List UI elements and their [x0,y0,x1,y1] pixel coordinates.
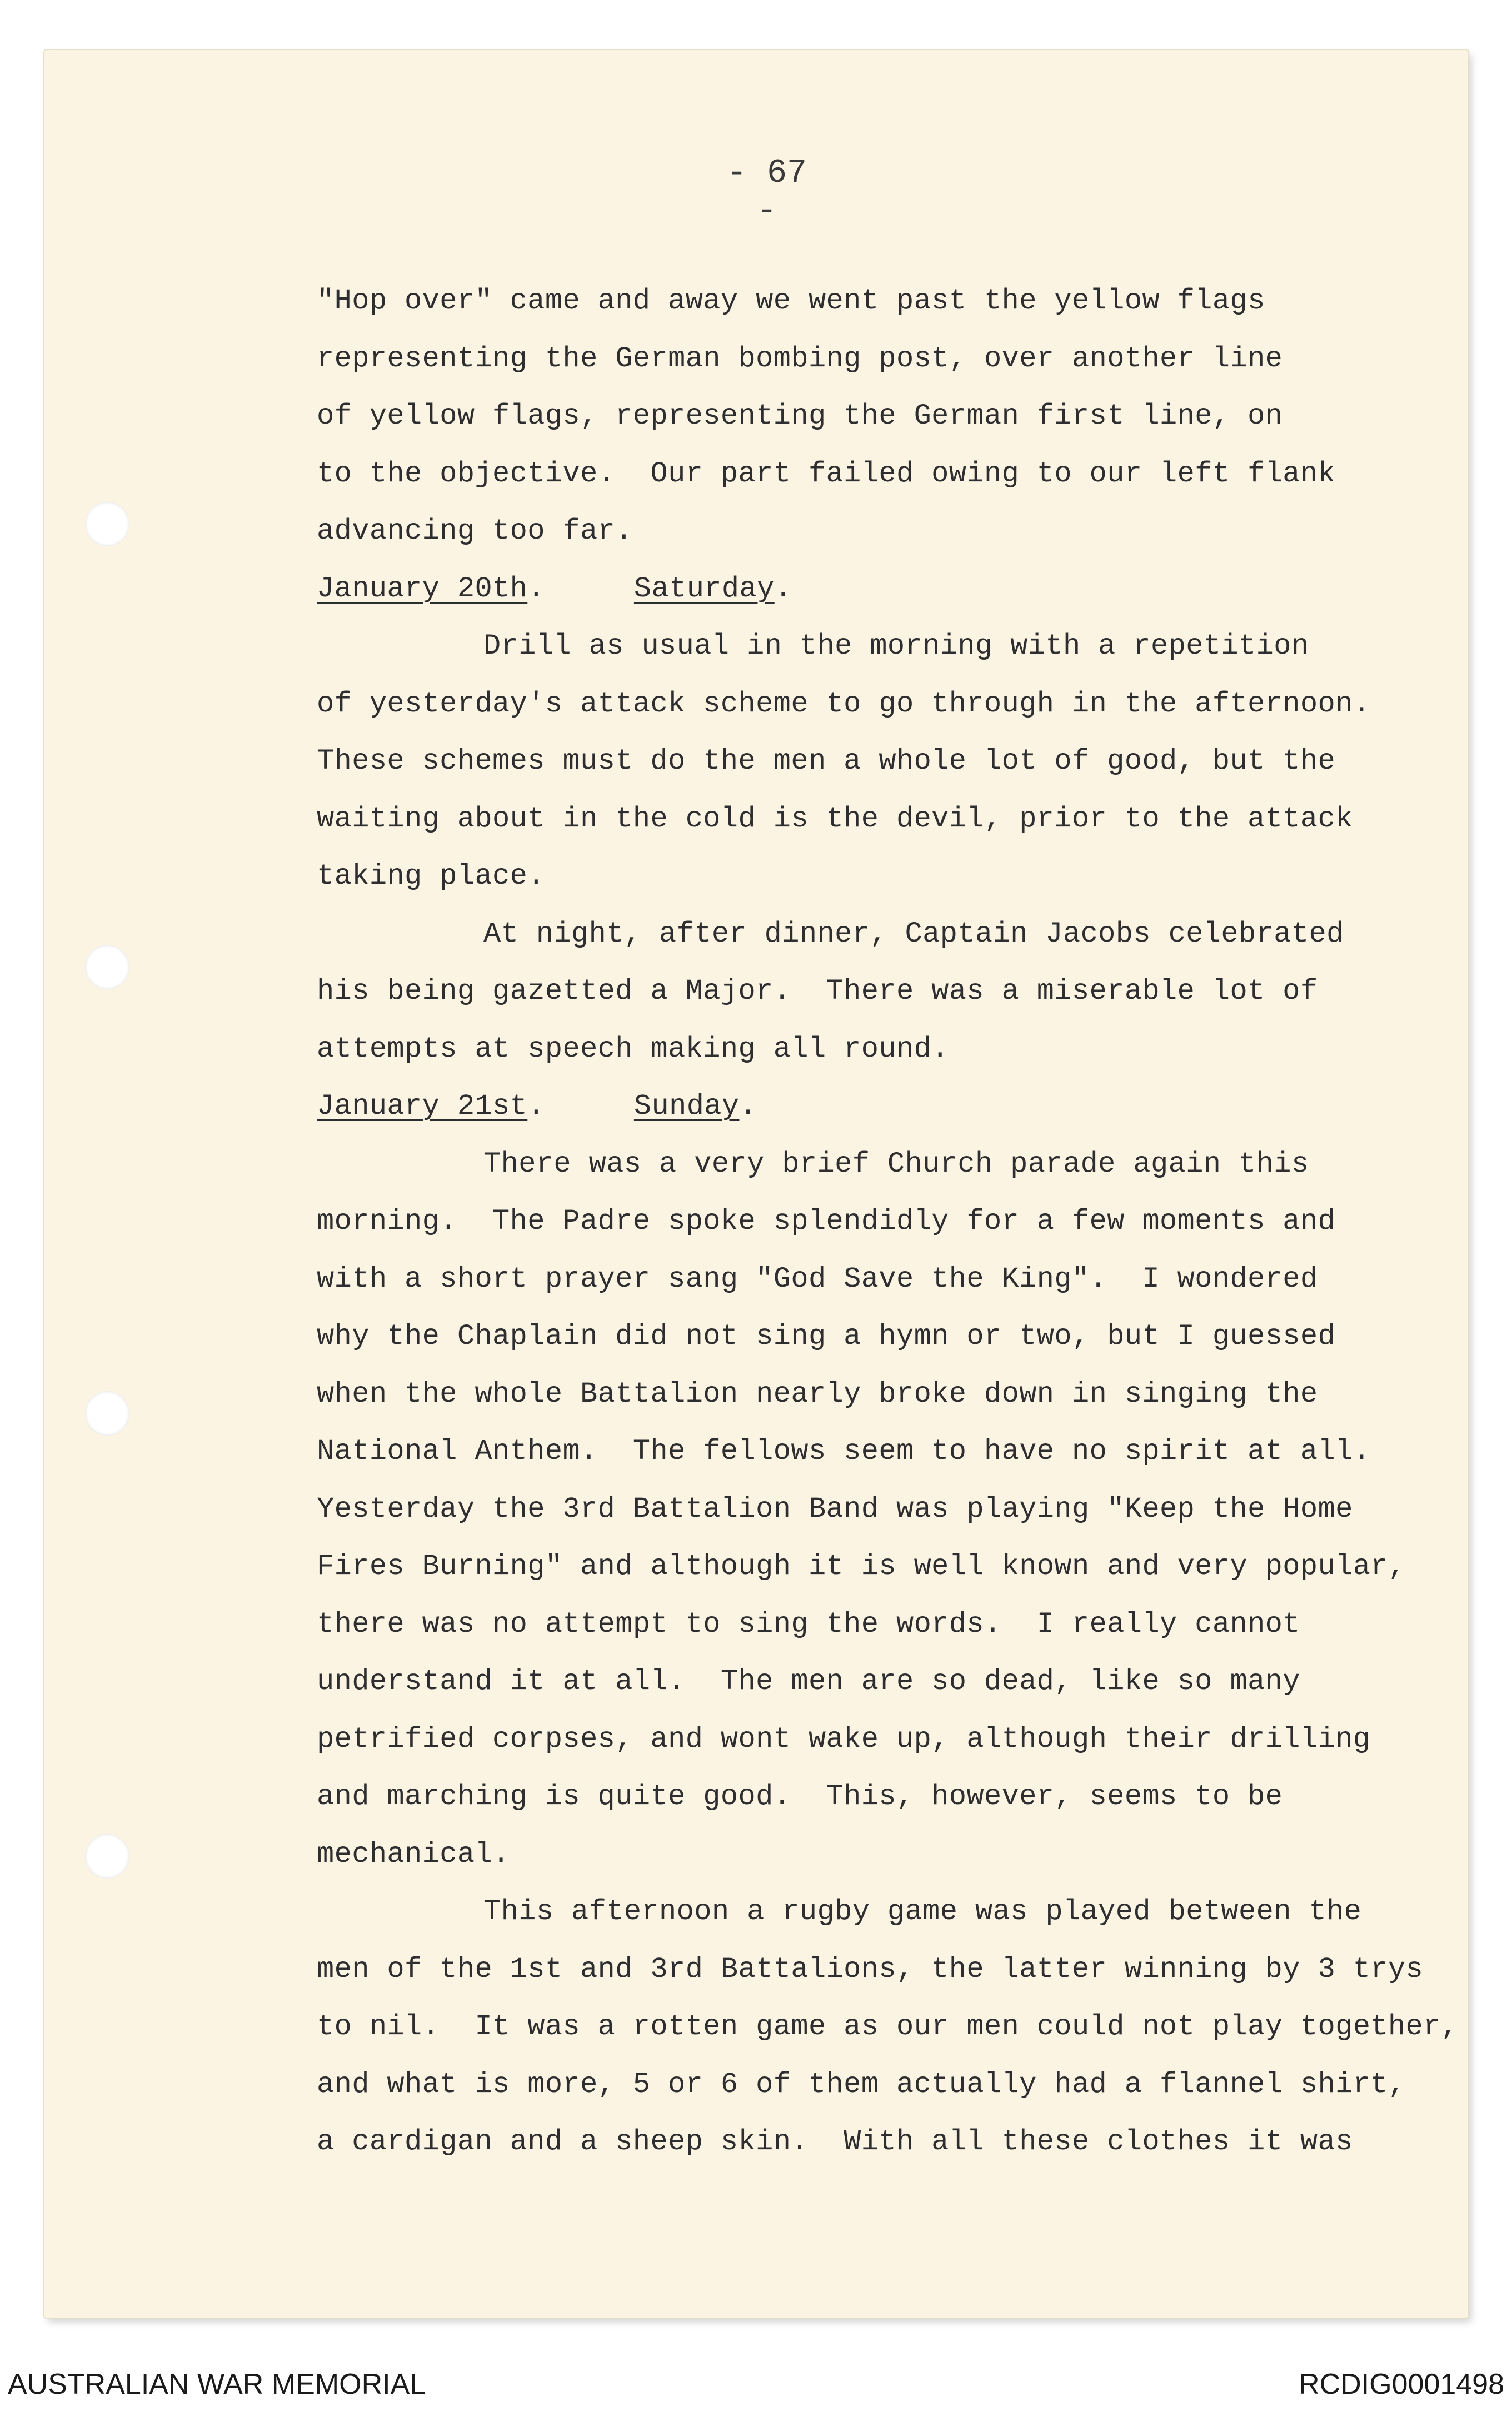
text-line: and what is more, 5 or 6 of them actually had a flannel shirt, [317,2068,1406,2101]
punch-hole [85,1834,129,1879]
date-heading: January 20th. Saturday. [317,572,792,605]
text-line: his being gazetted a Major. There was a miserable lot of [317,975,1318,1008]
text-line: "Hop over" came and away we went past the yellow flags [317,285,1265,317]
heading-date: January 20th [317,572,528,605]
text-line: Yesterday the 3rd Battalion Band was playing "Keep the Home [317,1492,1353,1526]
text-line: At night, after dinner, Captain Jacobs celebrated [483,917,1344,950]
text-line: why the Chaplain did not sing a hymn or two, but I guessed [317,1320,1336,1353]
typed-body [317,272,1473,2171]
footer-source: AUSTRALIAN WAR MEMORIAL [8,2368,426,2400]
text-line: when the whole Battalion nearly broke down in singing the [317,1377,1318,1411]
text-line: with a short prayer sang "God Save the King". I wondered [317,1262,1318,1296]
text-line: mechanical. [317,1837,510,1871]
text-line: representing the German bombing post, over another line [317,342,1283,375]
text-line: Drill as usual in the morning with a repetition [483,630,1309,662]
text-line: to nil. It was a rotten game as our men could not play together, [317,2010,1459,2043]
heading-day: Saturday [633,572,775,605]
text-line: National Anthem. The fellows seem to have no spirit at all. [317,1435,1371,1468]
punch-hole [85,945,129,989]
punch-hole [85,502,129,546]
text-line: and marching is quite good. This, however, seems to be [317,1780,1283,1813]
text-line: to the objective. Our part failed owing to our left flank [317,457,1336,490]
heading-date: January 21st [317,1090,528,1123]
text-line: These schemes must do the men a whole lot of good, but the [317,745,1336,778]
date-heading: January 21st. Sunday. [317,1090,757,1123]
text-line: petrified corpses, and wont wake up, although their drilling [317,1722,1371,1756]
page-number: - 67 - [726,155,807,230]
text-line: This afternoon a rugby game was played between the [483,1895,1362,1928]
text-line: morning. The Padre spoke splendidly for a few moments and [317,1205,1336,1238]
text-line: a cardigan and a sheep skin. With all these clothes it was [317,2125,1353,2158]
text-line: men of the 1st and 3rd Battalions, the latter winning by 3 trys [317,1952,1424,1986]
text-line: attempts at speech making all round. [317,1032,949,1065]
text-line: taking place. [317,860,545,893]
text-line: Fires Burning" and although it is well known and very popular, [317,1550,1406,1583]
heading-day: Sunday [633,1090,740,1123]
text-line: advancing too far. [317,515,633,547]
punch-hole [85,1391,129,1436]
text-line: of yesterday's attack scheme to go through in the afternoon. [317,687,1371,720]
text-line: waiting about in the cold is the devil, prior to the attack [317,802,1353,835]
text-line: of yellow flags, representing the German first line, on [317,400,1283,432]
footer-record-id: RCDIG0001498 [1299,2368,1504,2400]
text-line: there was no attempt to sing the words. I really cannot [317,1607,1300,1641]
text-line: There was a very brief Church parade again this [483,1147,1309,1180]
text-line: understand it at all. The men are so dead, like so many [317,1665,1300,1698]
